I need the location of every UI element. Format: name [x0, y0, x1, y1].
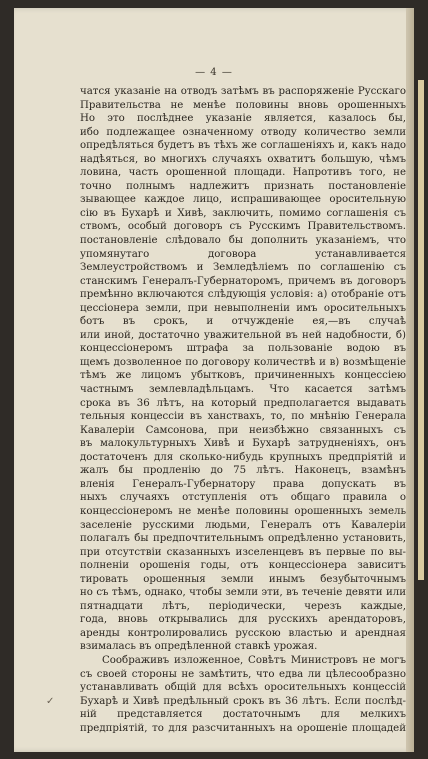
text-line: при отсутствіи сказанныхъ изселенцевъ въ первые по вы- [80, 546, 406, 558]
text-line: года, вновь открывались для русскихъ арендаторовъ, [80, 614, 406, 626]
text-line: тировать орошенныя земли инымъ безубыточнымъ [80, 573, 406, 585]
text-line: вленія Генералъ-Губернатору права допускать въ [80, 478, 406, 490]
text-line: упомянутаго договора устанавливается [80, 248, 406, 260]
text-line: премѣнно включаются слѣдующія условія: а) отобраніе отъ [80, 289, 406, 301]
text-line: постановленіе слѣдовало бы дополнить указаніемъ, что [80, 235, 406, 247]
text-line: ибо подлежащее означенному отводу количество земли [80, 126, 406, 138]
text-line: концессіонеромъ не менѣе половины орошенныхъ земель [80, 505, 406, 517]
text-line: чатся указаніе на отводъ затѣмъ въ распоряженіе Русскаго [80, 86, 406, 97]
text-line: заселеніе русскими людьми, Генералъ отъ Кавалеріи [80, 519, 406, 531]
text-line: устанавливать общій для всѣхъ оросительныхъ концессій [80, 682, 406, 694]
text-line: или иной, достаточно уважительной въ ней надобности, б) [80, 329, 406, 341]
text-line: ныхъ случаяхъ отступленія отъ общаго правила о [80, 492, 406, 504]
text-line: Правительства не менѣе половины вновь орошенныхъ [80, 99, 406, 111]
text-line: сію въ Бухарѣ и Хивѣ, заключить, помимо соглашенія съ [80, 207, 406, 219]
text-line: Но это послѣднее указаніе является, казалось бы, [80, 113, 406, 125]
text-line: Кавалеріи Самсонова, при неизбѣжно связанныхъ съ [80, 424, 406, 436]
text-line: ботъ въ срокъ, и отчужденіе ея,—въ случаѣ [80, 316, 406, 328]
text-line: Соображивъ изложенное, Совѣтъ Министровъ не могъ [102, 654, 406, 666]
text-line: жалъ бы продленію до 75 лѣтъ. Наконецъ, взамѣнъ [80, 465, 406, 477]
text-line: ствомъ, особый договоръ съ Русскимъ Правительствомъ. [80, 221, 406, 233]
page-number: — 4 — [195, 67, 233, 78]
text-line: частнымъ землевладѣльцамъ. Что касается затѣмъ [80, 384, 406, 396]
text-line: цессіонера земли, при невыполненіи имъ оросительныхъ [80, 302, 406, 314]
text-line: ловина, часть орошенной площади. Напротивъ того, не [80, 167, 406, 179]
text-line: но съ тѣмъ, однако, чтобы земли эти, въ теченіе девяти или [80, 587, 406, 599]
text-line: достаточенъ для сколько-нибудь крупныхъ предпріятій и [80, 451, 406, 463]
text-line: щемъ дозволенное по договору количествѣ и в) возмѣщеніе [80, 356, 406, 368]
text-line: полагалъ бы предпочтительнымъ опредѣленно установить, [80, 533, 406, 545]
text-line: Бухарѣ и Хивѣ предѣльный срокъ въ 36 лѣтъ. Если послѣд- [80, 695, 406, 707]
body-text [80, 85, 406, 735]
document-page [14, 8, 414, 752]
text-line: надѣяться, во многихъ случаяхъ охватитъ большую, чѣмъ [80, 153, 406, 165]
text-line: тѣмъ же лицомъ убытковъ, причиненныхъ концессіею [80, 370, 406, 382]
text-line: съ своей стороны не замѣтить, что едва ли цѣлесообразно [80, 668, 406, 680]
text-line: зывающее каждое лицо, испрашивающее оросительную [80, 194, 406, 206]
text-line: срока въ 36 лѣтъ, на который предполагается выдавать [80, 397, 406, 409]
margin-mark: ✓ [46, 696, 55, 707]
page-gutter [406, 8, 414, 752]
text-line: станскимъ Генералъ-Губернаторомъ, причемъ въ договоръ [80, 275, 406, 287]
text-line: аренды контролировались русскою властью и арендная [80, 627, 406, 639]
text-line: въ малокультурныхъ Хивѣ и Бухарѣ затрудненіяхъ, онъ [80, 438, 406, 450]
text-line: взималась въ опредѣленной ставкѣ урожая. [80, 641, 318, 653]
text-line: Землеустройствомъ и Земледѣліемъ по соглашенію съ [80, 262, 406, 274]
text-line: опредѣляться будетъ въ тѣхъ же соглашеніяхъ и, какъ надо [80, 140, 406, 152]
text-line: предпріятій, то для разсчитанныхъ на орошеніе площадей [80, 722, 406, 734]
text-line: пятнадцати лѣтъ, періодически, черезъ каждые, [80, 600, 406, 612]
text-line: концессіонеромъ штрафа за пользованіе водою въ [80, 343, 406, 355]
text-line: точно полнымъ надлежитъ признать постановленіе [80, 180, 406, 192]
page-edge-strip [418, 80, 424, 580]
text-line: тельныя концессіи въ ханствахъ, то, по мнѣнію Генерала [80, 411, 406, 423]
text-line: полненіи орошенія годы, отъ концессіонера зависитъ [80, 560, 406, 572]
text-line: ній представляется достаточнымъ для мелкихъ [80, 709, 406, 721]
